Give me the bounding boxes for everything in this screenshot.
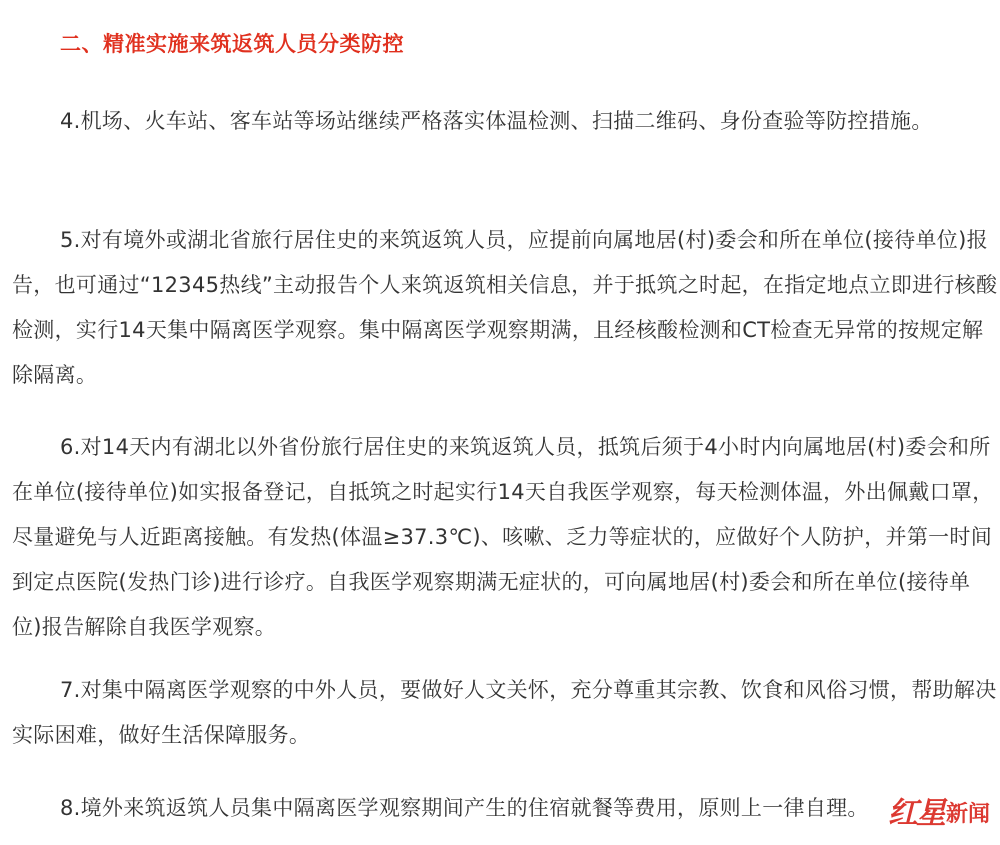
paragraph-8: 8.境外来筑返筑人员集中隔离医学观察期间产生的住宿就餐等费用，原则上一律自理。 xyxy=(60,796,869,820)
section-heading: 二、精准实施来筑返筑人员分类防控 xyxy=(60,32,404,56)
red-star-logo-mark: 红星 xyxy=(887,796,944,831)
paragraph-7: 7.对集中隔离医学观察的中外人员，要做好人文关怀，充分尊重其宗教、饮食和风俗习惯，帮助解决实际困难，做好生活保障服务。 xyxy=(12,678,997,747)
paragraph-5: 5.对有境外或湖北省旅行居住史的来筑返筑人员，应提前向属地居(村)委会和所在单位(接待单位)报告，也可通过“12345热线”主动报告个人来筑返筑相关信息，并于抵筑之时起，在指定地点立即进行核酸检测，实行14天集中隔离医学观察。集中隔离医学观察期满，且经核酸检测和CT检查无异常的按规定解除隔离。 xyxy=(12,228,998,387)
paragraph-6: 6.对14天内有湖北以外省份旅行居住史的来筑返筑人员，抵筑后须于4小时内向属地居(村)委会和所在单位(接待单位)如实报备登记，自抵筑之时起实行14天自我医学观察，每天检测体温，外出佩戴口罩，尽量避免与人近距离接触。有发热(体温≥37.3℃)、咳嗽、乏力等症状的，应做好个人防护，并第一时间到定点医院(发热门诊)进行诊疗。自我医学观察期满无症状的，可向属地居(村)委会和所在单位(接待单位)报告解除自我医学观察。 xyxy=(12,435,994,639)
news-logo-text: 新闻 xyxy=(945,801,990,827)
paragraph-4: 4.机场、火车站、客车站等场站继续严格落实体温检测、扫描二维码、身份查验等防控措施。 xyxy=(60,109,933,133)
